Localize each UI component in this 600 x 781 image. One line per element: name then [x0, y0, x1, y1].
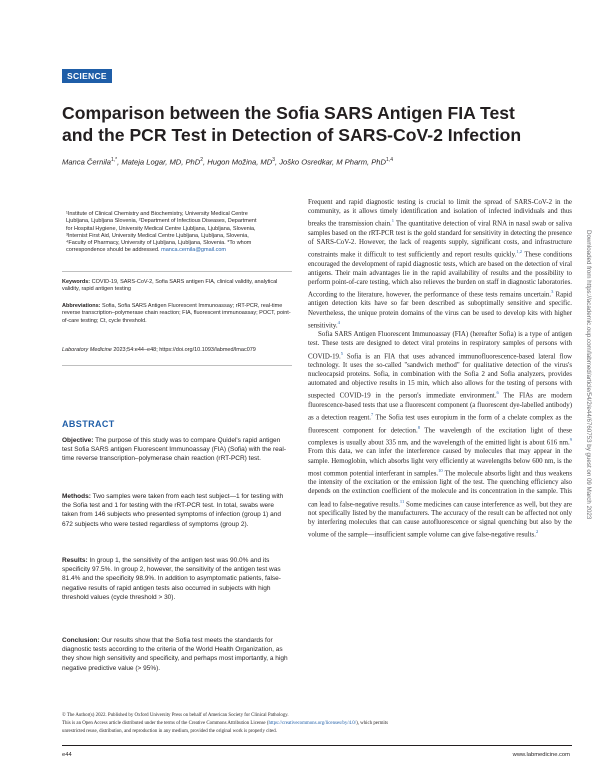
citation-ref[interactable]: 5: [340, 350, 343, 356]
copyright-line: © The Author(s) 2022. Published by Oxford University Press on behalf of American Society for Clinical Pathology.: [62, 713, 289, 718]
citation-ref[interactable]: 8: [417, 424, 420, 430]
body-paragraph-1: [308, 198, 572, 330]
divider: [62, 365, 292, 366]
body-text-run: The quantitative detection of viral RNA in nasal swab or saliva samples based on the rRT-PCR test is the gold standard for sensitivity in detecting the presence of SARS-CoV-2. However, the lack of reagents supply, significant costs, and infrastructure constraints make it difficult to test sufficiently and report results quickly.: [308, 220, 572, 259]
author-3: , Hugon Možina, MD: [203, 157, 273, 167]
download-watermark: Downloaded from https://academic.oup.com/labmed/article/54/2/e44/6760753 by guest on 09 March 2023: [585, 230, 592, 520]
author-1: Manca Černila: [62, 157, 111, 167]
citation-details: 2023;54:e44–e48; https://doi.org/10.1093/labmed/lmac079: [111, 347, 256, 353]
abbreviations: [62, 303, 292, 325]
abstract-heading: ABSTRACT: [62, 419, 115, 429]
affiliation-line: [66, 247, 292, 254]
copyright-notice: [62, 712, 572, 736]
citation-ref[interactable]: 1: [391, 218, 395, 224]
title-line-1: Comparison between the Sofia SARS Antigen FIA Test: [62, 103, 515, 123]
body-text-run: Some medicines can cause interference as well, but they are not specifically listed by the manufacturers. The accuracy of the result can be affected not only by interfering molecules that can cause autofluorescence or signal quenching but also by the volume of the sample—insufficient sample volume can give false-negative results.: [308, 500, 572, 539]
article-title: [62, 102, 542, 146]
divider: [62, 271, 292, 272]
results-label: Results:: [62, 557, 88, 564]
results-text: In group 1, the sensitivity of the antigen test was 90.0% and its specificity 97.5%. In group 2, however, the sensitivity of the antigen test was 81.4% and the specificity 98.9%. In addition to asymptomatic patients, false-negative results of rapid antigen tests also occurred in subjects with high threshold values (cycle threshold > 30).: [62, 557, 281, 601]
affiliation-line: ¹Institute of Clinical Chemistry and Biochemistry, University Medical Centre: [66, 211, 248, 217]
citation-ref[interactable]: 7: [371, 412, 374, 418]
body-text-run: Frequent and rapid diagnostic testing is crucial to limit the spread of SARS-CoV-2 in the community, as it allows timely identification and isolation of infected individuals and thus breaks the transmission chain.: [308, 199, 572, 228]
affiliation-line: ³Internist First Aid, University Medical Centre Ljubljana, Ljubljana, Slovenia,: [66, 232, 249, 239]
conclusion-label: Conclusion:: [62, 637, 100, 644]
methods-text: Two samples were taken from each test subject—1 for testing with the Sofia test and 1 for testing with the rRT-PCR test. In total, swabs were taken from 146 subjects who presented symptoms of infection (group 1) and 672 subjects who were tested regardless of symptoms (group 2).: [62, 493, 284, 528]
section-badge: SCIENCE: [62, 69, 112, 83]
objective-text: The purpose of this study was to compare Quidel's rapid antigen test Sofia SARS antigen Fluorescent Immunoassay (FIA) (Sofia) with the real-time reverse transcription–polymerase chain reaction (rRT-PCR) test.: [62, 437, 286, 463]
license-line: [62, 720, 572, 728]
body-text-run: The FIAs are modern fluorescence-based tests that use a fluorescent component (a fluorescent dye-labelled antibody) as a detection reagent.: [308, 392, 572, 422]
affiliation-line: ⁴Faculty of Pharmacy, University of Ljubljana, Ljubljana, Slovenia. *To whom: [66, 240, 252, 247]
abstract-methods: [62, 492, 290, 529]
abstract-results: [62, 556, 290, 602]
affiliations: [66, 211, 292, 255]
body-text-run: The wavelength of the excitation light of these complexes is usually about 335 nm, and the wavelength of the emitted light is about 616 nm.: [308, 426, 572, 447]
citation: [62, 347, 292, 354]
citation-ref[interactable]: 2: [535, 529, 539, 535]
license-text: ), which permits: [356, 721, 389, 726]
methods-label: Methods:: [62, 493, 91, 500]
affiliation-line: for Hospital Hygiene, University Medical Centre Ljubljana, Ljubljana, Slovenia,: [66, 225, 256, 232]
correspondence-text: correspondence should be addressed.: [66, 247, 160, 254]
citation-ref[interactable]: 3: [551, 289, 554, 294]
body-text-run: The molecule absorbs light and thus weakens the intensity of the excitation or the emission light of the test. The quenching efficiency also depends on the extinction coefficient of the molecule and its concentration in the sample. This can lead to false-negative results.: [308, 470, 572, 508]
journal-url[interactable]: www.labmedicine.com: [512, 752, 570, 758]
citation-ref[interactable]: 10: [438, 467, 443, 473]
footer-divider: [62, 745, 572, 746]
author-4: , Joško Osredkar, M Pharm, PhD: [275, 157, 387, 167]
citation-journal: Laboratory Medicine: [62, 347, 112, 353]
body-paragraph-2: [308, 330, 572, 540]
author-list: [62, 155, 542, 168]
body-text-run: Sofia SARS Antigen Fluorescent Immunoassay (FIA) (hereafter Sofia) is a type of antigen test. These tests are designed to detect viral proteins in respiratory samples of persons with COVID-19.: [308, 331, 572, 360]
title-line-2: and the PCR Test in Detection of SARS-CoV-2 Infection: [62, 125, 522, 145]
citation-ref[interactable]: 4: [337, 319, 340, 325]
license-link[interactable]: https://creativecommons.org/licenses/by/4.0/: [268, 721, 357, 726]
abstract-conclusion: [62, 636, 290, 673]
page-number: e44: [62, 752, 72, 758]
author-3-affil: 3: [272, 157, 276, 163]
body-text: [308, 198, 572, 540]
author-2-affil: 2: [200, 157, 204, 163]
author-1-affil: 1,*: [110, 157, 118, 163]
conclusion-text: Our results show that the Sofia test meets the standards for diagnostic tests according to the criteria of the World Health Organization, as they show high sensitivity and specificity, and perhaps most importantly, a high negative predictive value (> 95%).: [62, 637, 288, 672]
license-line: unrestricted reuse, distribution, and reproduction in any medium, provided the original work is properly cited.: [62, 729, 277, 734]
author-4-affil: 1,4: [386, 157, 393, 163]
body-text-run: From this data, we can infer the interference caused by molecules that may appear in the sample. Hemoglobin, which absorbs light very efficiently at wavelengths below 600 nm, is the most common potential interferant in samples.: [308, 448, 572, 478]
citation-ref[interactable]: 11: [399, 498, 405, 504]
license-text: This is an Open Access article distributed under the terms of the Creative Commons Attribution License (: [62, 721, 269, 726]
author-2: , Mateja Logar, MD, PhD: [117, 157, 201, 167]
abbreviations-label: Abbreviations:: [62, 303, 101, 309]
abbreviations-text: Sofia, Sofia SARS Antigen Fluorescent Immunoassay; rRT-PCR, real-time reverse transcription–polymerase chain reaction; FIA, fluorescent immunoassay; POCT, point-of-care testing; Ct, cycle threshold.: [62, 303, 291, 324]
objective-label: Objective:: [62, 437, 94, 444]
keywords-text: COVID-19, SARS-CoV-2, Sofia SARS antigen FIA, clinical validity, analytical validity, rapid antigen testing: [62, 279, 278, 293]
keywords: [62, 279, 292, 294]
citation-ref[interactable]: 1,2: [516, 249, 522, 255]
abstract-objective: [62, 436, 290, 464]
body-text-run: Sofia is an FIA that uses advanced immunofluorescence-based lateral flow technology. It uses the so-called "sandwich method" for qualitative detection of the virus's nucleocapsid proteins. Sofia, in combination with the Sofia 2 and Sofia analyzers, provides automated and objective results in 15 min, which also allows for the testing of persons with suspected COVID-19 in the person's immediate environment.: [308, 352, 572, 400]
body-text-run: The Sofia test uses europium in the form of a chelate complex as the fluorescent component for detection.: [308, 414, 572, 434]
affiliation-line: Ljubljana, Ljubljana Slovenia, ²Department of Infectious Diseases, Department: [66, 218, 257, 225]
citation-ref[interactable]: 6: [496, 390, 499, 396]
keywords-label: Keywords:: [62, 279, 91, 285]
email-link[interactable]: manca.cernila@gmail.com: [161, 247, 226, 254]
body-text-run: These conditions encouraged the development of rapid diagnostic tests, which are based on the detection of viral antigens. Their main advantages lie in the rapid availability of results and the possibility to perform point-of-care testing, which also relieves the burden on staff in diagnostic laboratories. According to the literature, however, the performance of these tests remains uncertain.: [308, 251, 572, 299]
body-text-run: Rapid antigen detection kits have so far been described as suboptimally sensitive and specific. Nevertheless, the unique protein domains of the virus can be used to develop kits with higher sensitivity.: [308, 291, 572, 330]
citation-ref[interactable]: 9: [569, 436, 572, 442]
